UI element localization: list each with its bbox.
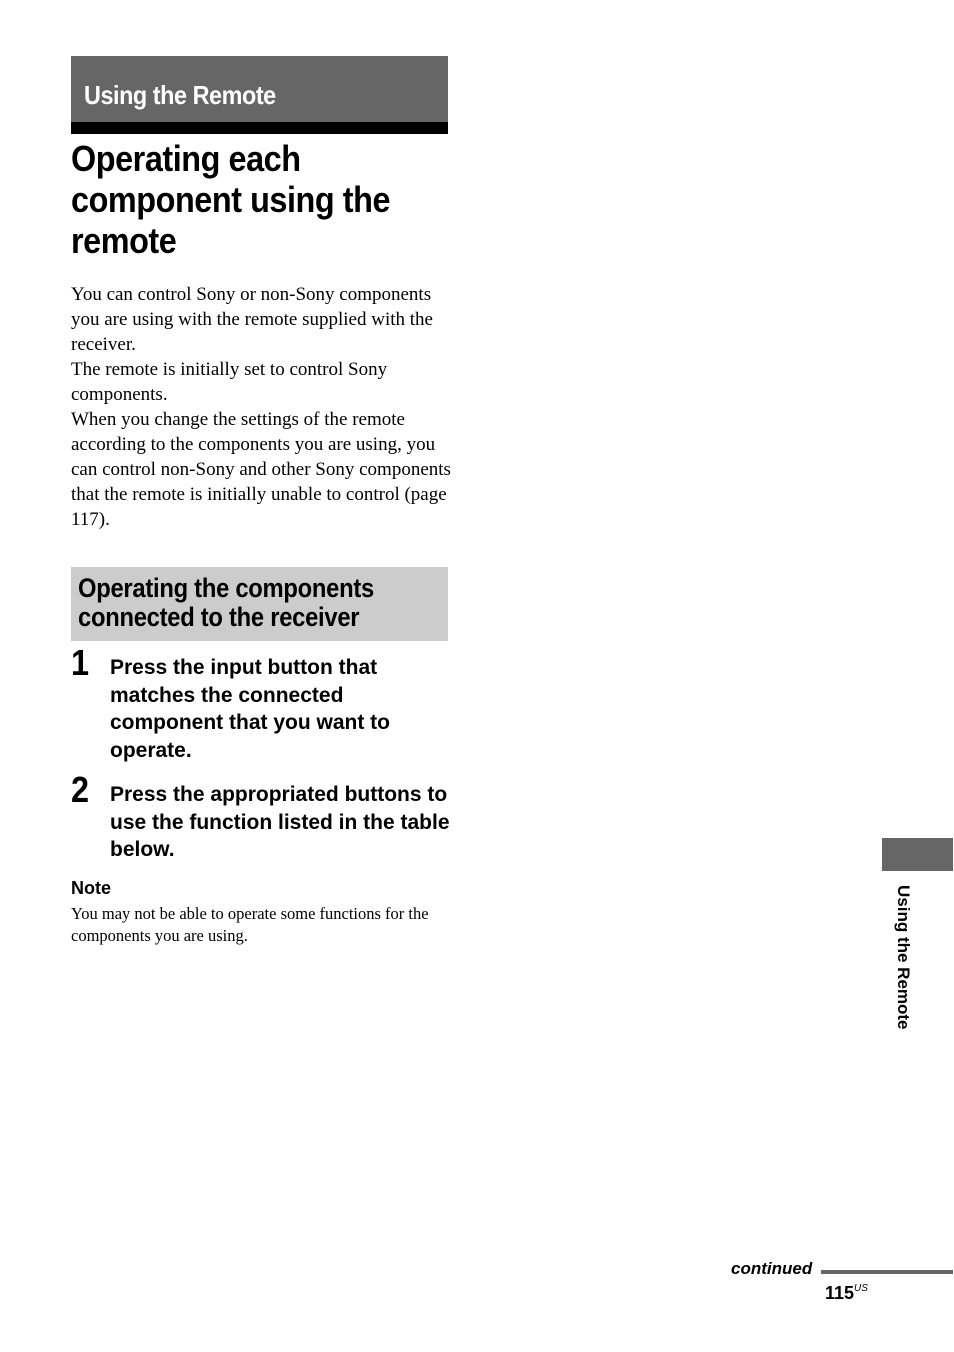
page-number-value: 115 — [825, 1283, 855, 1303]
side-tab-label: Using the Remote — [894, 885, 913, 1030]
subsection-title: Operating the components connected to the receiver — [78, 573, 374, 632]
page-number — [825, 1283, 868, 1304]
subsection-banner — [71, 567, 448, 641]
section-banner — [71, 56, 448, 134]
page-number-suffix: US — [854, 1283, 868, 1294]
continued-label: continued — [731, 1259, 813, 1278]
step-number: 1 — [71, 642, 90, 683]
step-text: Press the input button that matches the connected component that you want to operate. — [110, 656, 390, 762]
continued-rule — [821, 1270, 953, 1274]
intro-text — [71, 282, 451, 532]
page-title: Operating each component using the remote — [71, 138, 391, 261]
intro-paragraph: The remote is initially set to control Sony components. — [71, 359, 388, 405]
note-text: You may not be able to operate some functions for the components you are using. — [71, 904, 429, 945]
intro-paragraph: When you change the settings of the remote according to the components you are using, you can control non-Sony and other Sony components that the remote is initially unable to control (page 117). — [71, 409, 451, 530]
side-tab-marker — [882, 838, 953, 871]
step-text: Press the appropriated buttons to use the function listed in the table below. — [110, 783, 450, 861]
section-banner-label: Using the Remote — [84, 80, 276, 110]
step-number: 2 — [71, 769, 90, 810]
intro-paragraph: You can control Sony or non-Sony components you are using with the remote supplied with the receiver. — [71, 284, 433, 355]
note-label: Note — [71, 878, 111, 898]
